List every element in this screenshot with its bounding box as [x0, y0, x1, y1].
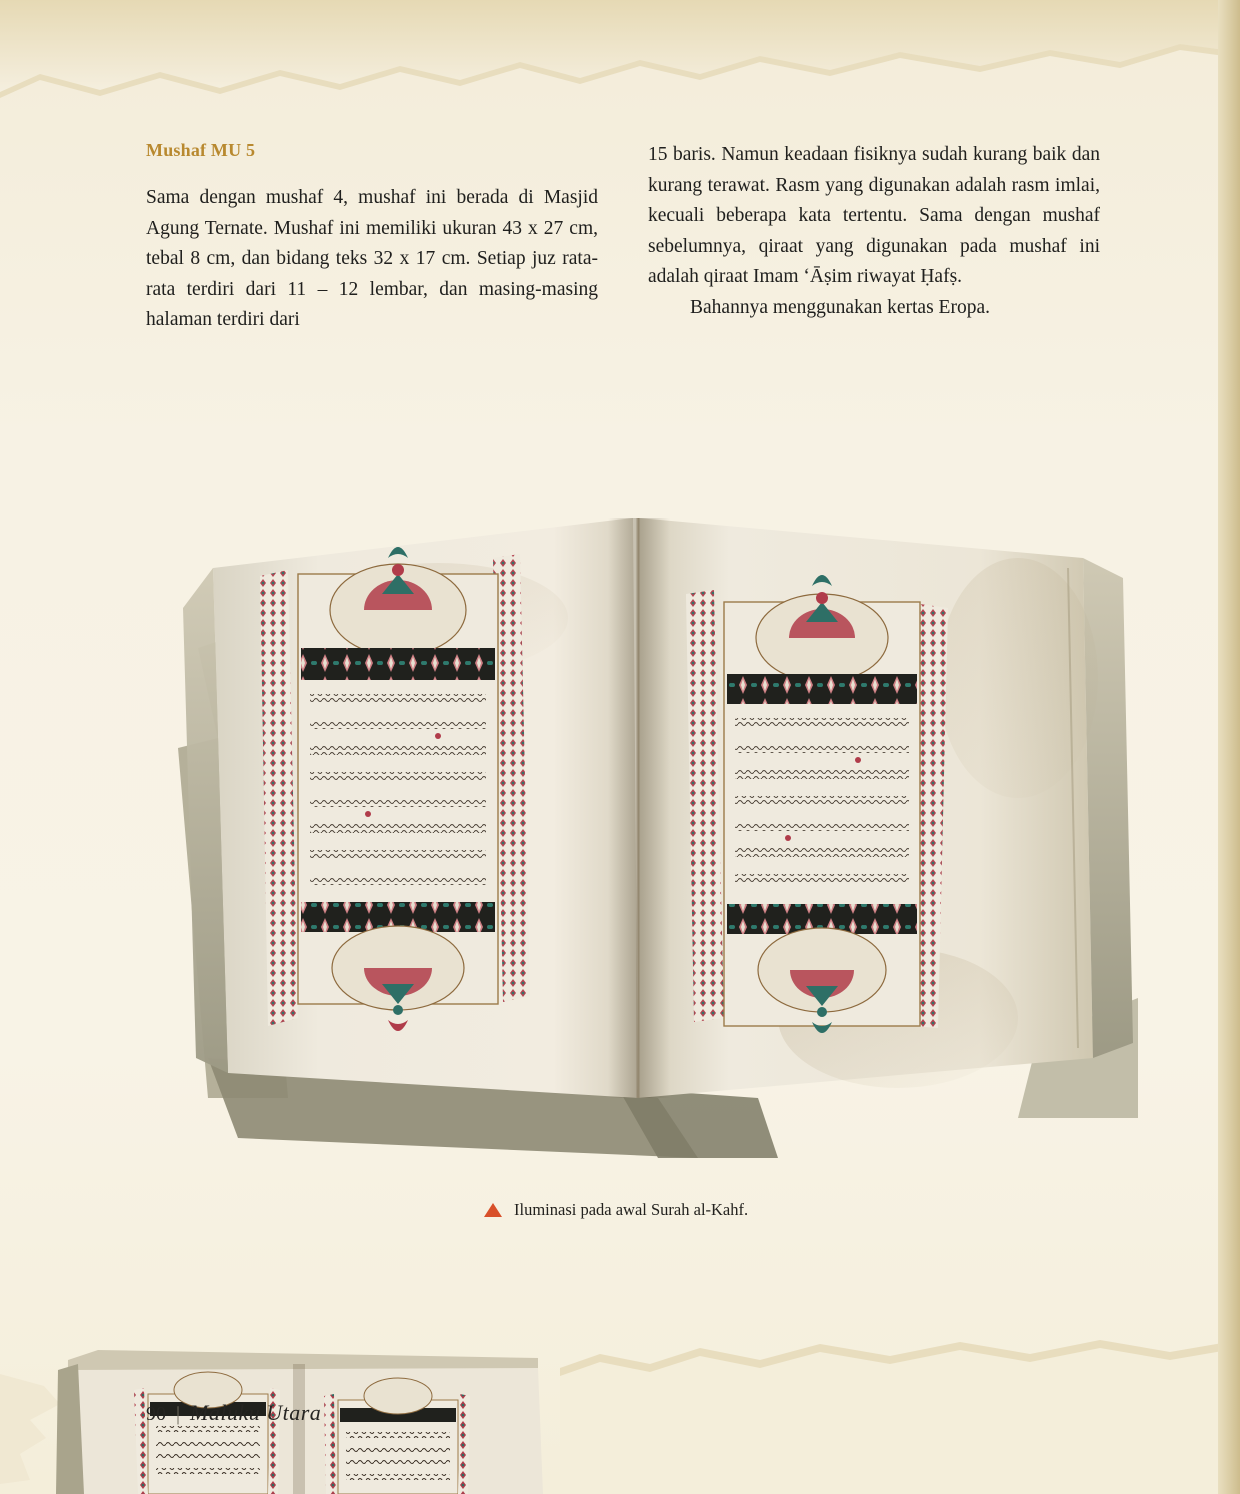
- triangle-marker-icon: [484, 1203, 502, 1217]
- text-column-left: [146, 140, 598, 336]
- paragraph-left-1: Sama dengan mushaf 4, mushaf ini berada di Masjid Agung Ternate. Mushaf ini memiliki ukuran 43 x 27 cm, tebal 8 cm, dan bidang teks 32 x 17 cm. Setiap juz rata-rata terdiri dari 11 – 12 lembar, dan masing-masing halaman terdiri dari: [146, 187, 598, 330]
- paragraph-right-1: 15 baris. Namun keadaan fisiknya sudah kurang baik dan kurang terawat. Rasm yang digunakan adalah rasm imlai, kecuali beberapa kata tertentu. Sama dengan mushaf sebelumnya, qiraat yang digunakan pada mushaf ini adalah qiraat Imam ‘Āṣim riwayat Ḥafṣ.: [648, 144, 1100, 287]
- illumination-left: [260, 547, 530, 1031]
- folio-separator: |: [176, 1403, 181, 1425]
- illumination-right: [686, 575, 948, 1033]
- page-number: 90: [146, 1403, 166, 1425]
- paragraph-right-2: Bahannya menggunakan kertas Eropa.: [690, 296, 990, 318]
- page-title: Mushaf MU 5: [146, 140, 256, 160]
- running-title: Maluku Utara: [190, 1400, 322, 1425]
- figure-caption: [484, 1200, 1044, 1220]
- torn-paper-top-edge: [0, 0, 1240, 110]
- page-edge-strip: [1218, 0, 1240, 1494]
- folio-line: [146, 1400, 321, 1426]
- article-body: [146, 140, 1102, 350]
- manuscript-photograph: [138, 498, 1138, 1158]
- manuscript-photo-svg: [138, 498, 1138, 1158]
- figure-caption-text: Iluminasi pada awal Surah al-Kahf.: [514, 1200, 749, 1219]
- text-column-right: [648, 140, 1100, 323]
